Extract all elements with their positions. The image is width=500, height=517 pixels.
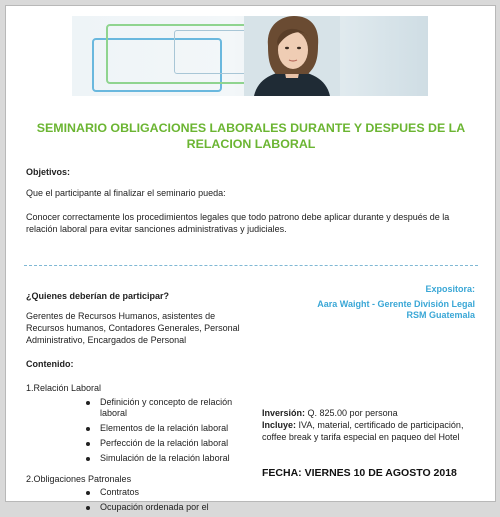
objetivos-body: Conocer correctamente los procedimientos legales que todo patrono debe aplicar durante y después de la relación laboral para evitar sanciones administrativas y judiciales. bbox=[26, 212, 450, 234]
expositora-heading: Expositora: bbox=[425, 284, 475, 294]
seminar-title: SEMINARIO OBLIGACIONES LABORALES DURANTE Y DESPUES DE LA RELACION LABORAL bbox=[36, 121, 466, 151]
section2-title: 2.Obligaciones Patronales bbox=[26, 474, 132, 484]
objetivos-intro: Que el participante al finalizar el seminario pueda: bbox=[26, 188, 226, 198]
objetivos-heading: Objetivos: bbox=[26, 167, 71, 177]
list-item: Ocupación ordenada por el bbox=[86, 502, 246, 513]
decorative-frame bbox=[174, 30, 252, 74]
incluye-label: Incluye: bbox=[262, 420, 297, 430]
quienes-body: Gerentes de Recursos Humanos, asistentes de Recursos humanos, Contadores Generales, Personal Administrativo, Encargados de Personal bbox=[26, 311, 240, 345]
inversion-line bbox=[262, 407, 472, 419]
page bbox=[5, 5, 496, 512]
section2-list bbox=[86, 487, 246, 517]
quienes-heading: ¿Quienes deberían de participar? bbox=[26, 291, 170, 301]
expositora-company: RSM Guatemala bbox=[406, 310, 475, 320]
event-date: FECHA: VIERNES 10 DE AGOSTO 2018 bbox=[262, 467, 457, 479]
section1-title: 1.Relación Laboral bbox=[26, 383, 102, 393]
list-item: Contratos bbox=[86, 487, 246, 498]
inversion-value: Q. 825.00 por persona bbox=[307, 408, 398, 418]
list-item: Simulación de la relación laboral bbox=[86, 453, 246, 464]
contenido-heading: Contenido: bbox=[26, 359, 74, 369]
section-divider bbox=[24, 265, 478, 266]
list-item: Definición y concepto de relación laboral bbox=[86, 397, 246, 419]
list-item: Elementos de la relación laboral bbox=[86, 423, 246, 434]
expositora-name: Aara Waight - Gerente División Legal bbox=[317, 299, 475, 309]
incluye-value: IVA, material, certificado de participación, coffee break y tarifa especial en paqueo del Hotel bbox=[262, 420, 464, 442]
inversion-label: Inversión: bbox=[262, 408, 306, 418]
list-item: Perfección de la relación laboral bbox=[86, 438, 246, 449]
incluye-line bbox=[262, 419, 472, 443]
section1-list bbox=[86, 397, 246, 468]
header-banner-image bbox=[72, 16, 428, 96]
woman-portrait-photo bbox=[244, 16, 340, 96]
